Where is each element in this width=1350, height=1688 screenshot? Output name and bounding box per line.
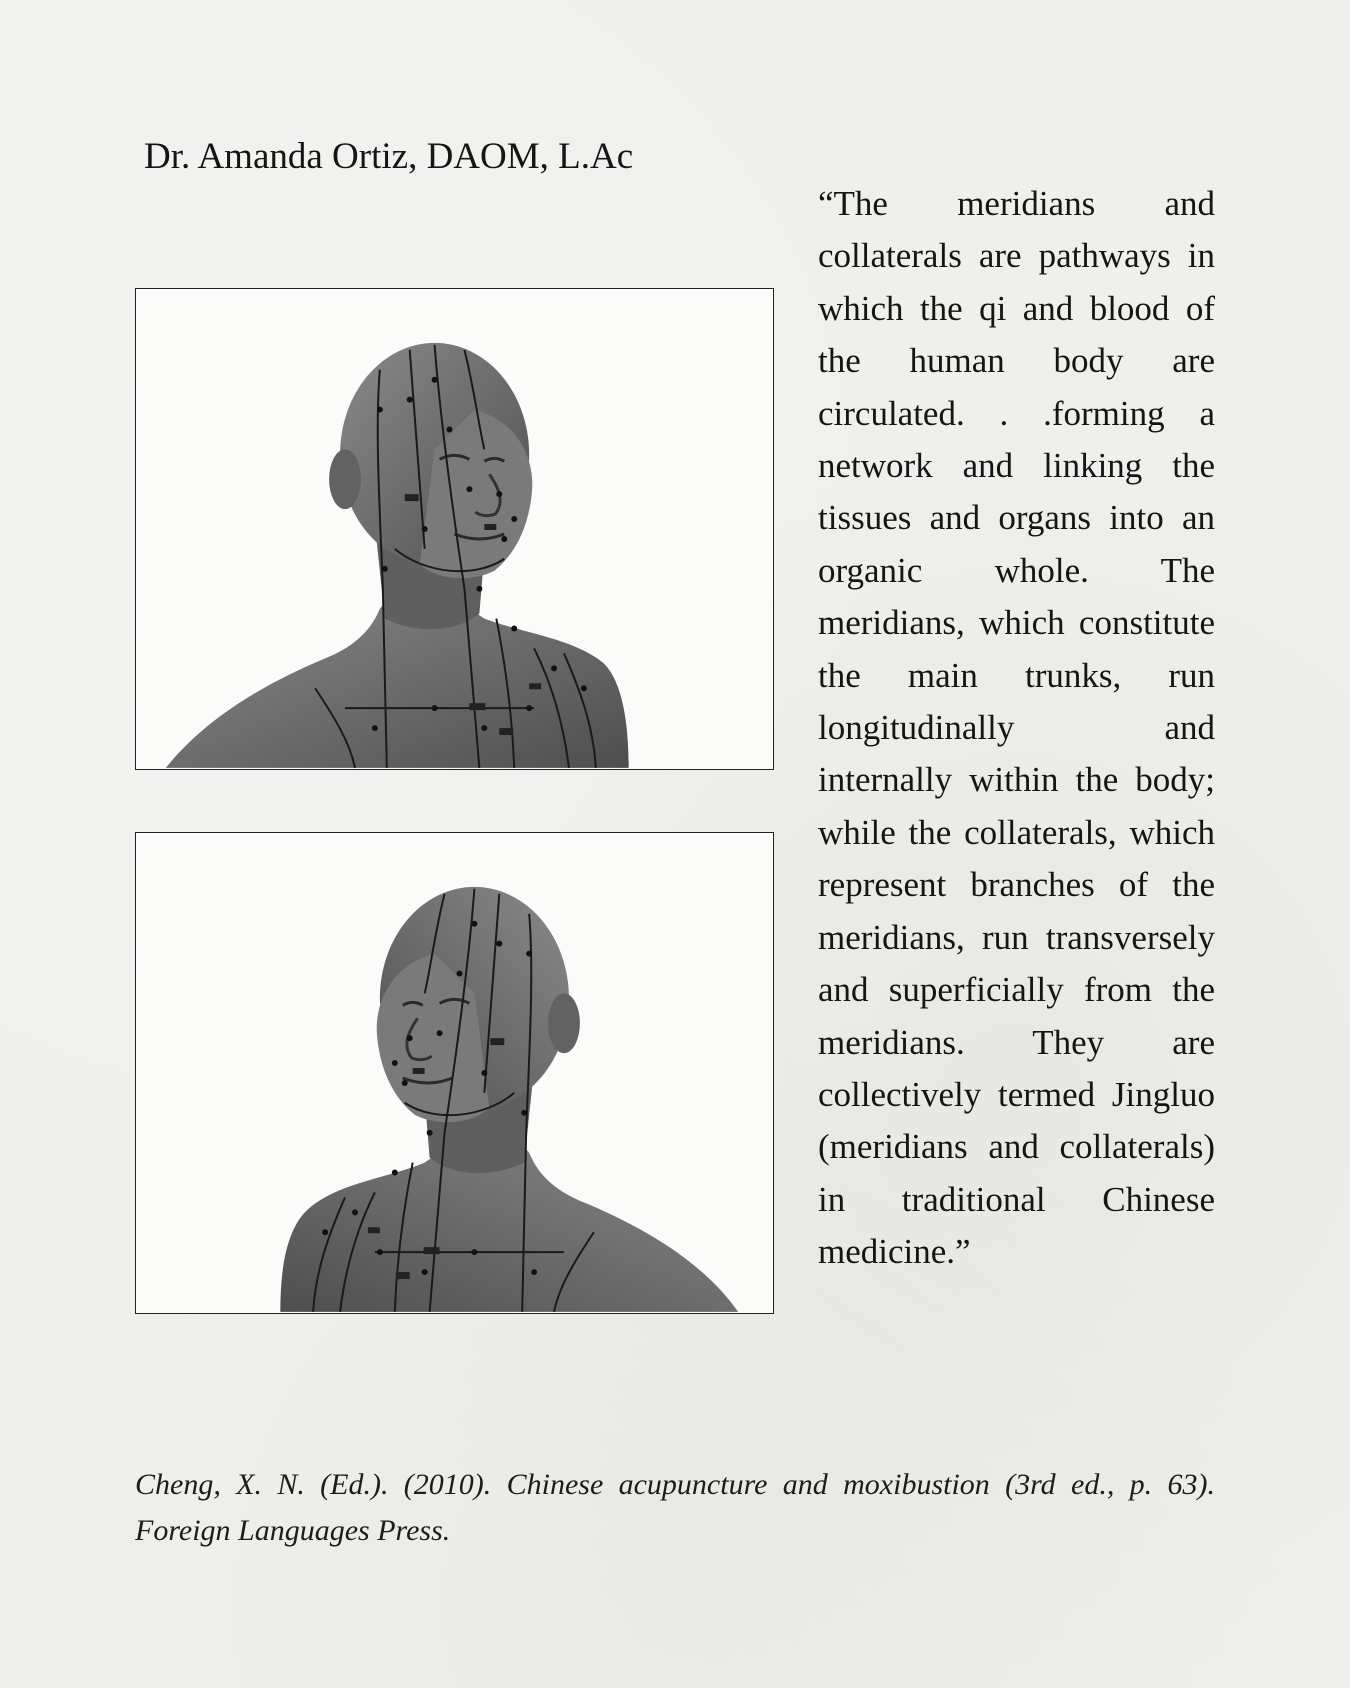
figure-acupuncture-model-2 bbox=[135, 832, 774, 1314]
acupuncture-model-image-1 bbox=[136, 289, 773, 769]
figure-acupuncture-model-1 bbox=[135, 288, 774, 770]
model-ear bbox=[548, 993, 580, 1053]
author-name: Dr. Amanda Ortiz, DAOM, L.Ac bbox=[144, 136, 634, 177]
meridians-quote: “The meridians and collaterals are pathways in which the qi and blood of the human body are circulated. . .forming a network and linking the tissues and organs into an organic whole. The meridians, which constitute the main trunks, run longitudinally and internally within the body; while the collaterals, which represent branches of the meridians, run transversely and superficially from the meridians. They are collectively termed Jingluo (meridians and collaterals) in traditional Chinese medicine.” bbox=[818, 184, 1215, 1272]
acupuncture-model-image-2 bbox=[136, 833, 773, 1313]
model-ear bbox=[329, 449, 361, 509]
citation-reference: Cheng, X. N. (Ed.). (2010). Chinese acupuncture and moxibustion (3rd ed., p. 63). Foreign Languages Press. bbox=[135, 1468, 1215, 1547]
